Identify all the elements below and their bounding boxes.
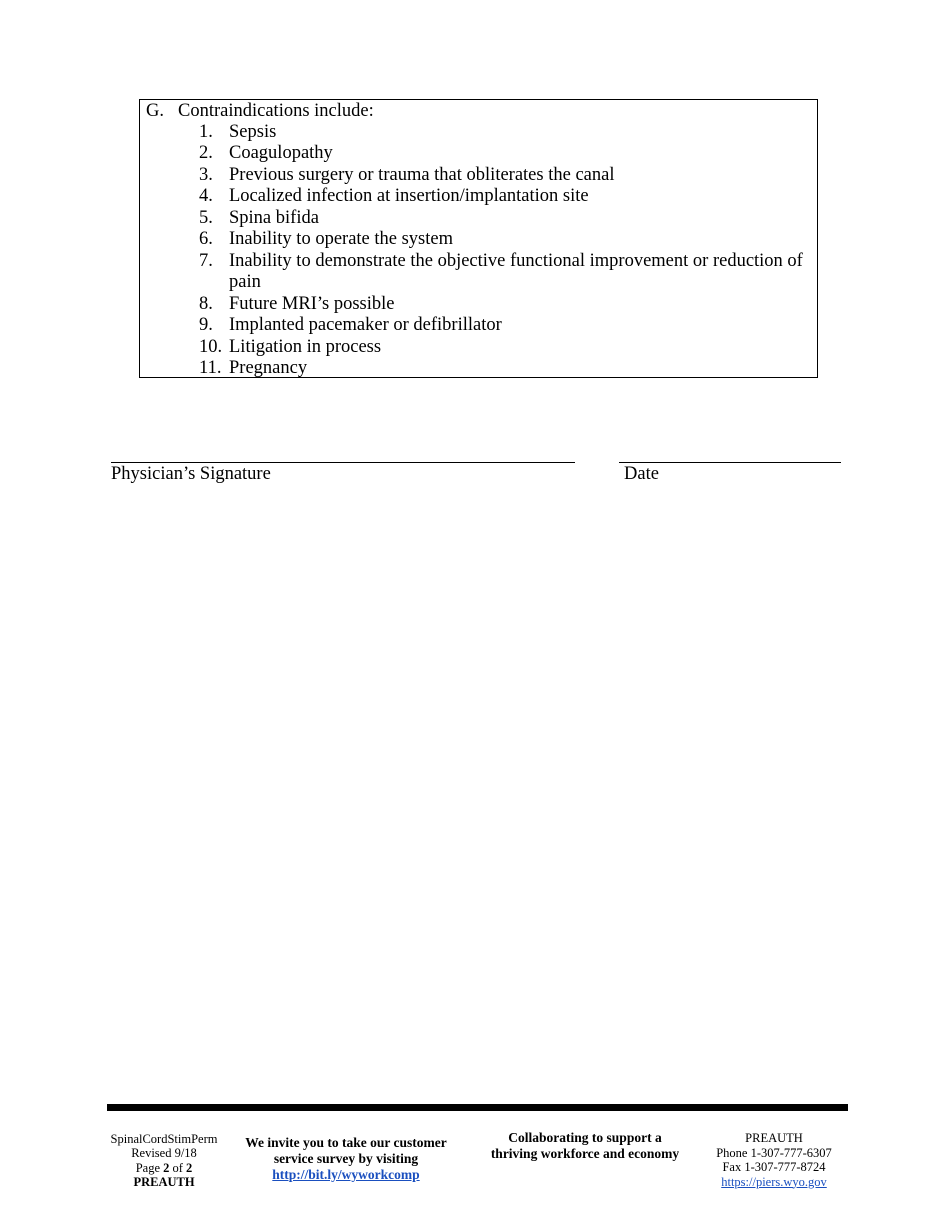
item-number: 5.: [199, 207, 213, 228]
date-label: Date: [624, 464, 659, 484]
revised-date: Revised 9/18: [131, 1146, 197, 1161]
item-text: Previous surgery or trauma that obliterates the canal: [229, 164, 615, 185]
item-text: Inability to demonstrate the objective functional improvement or reduction of pain: [229, 250, 803, 292]
list-item: [199, 186, 811, 208]
item-text: Implanted pacemaker or defibrillator: [229, 315, 502, 335]
footer-slogan: [480, 1130, 690, 1161]
survey-line-2: service survey by visiting: [273, 1151, 419, 1166]
page-number: [104, 1161, 224, 1175]
list-item: [199, 229, 811, 251]
contraindications-list: [199, 122, 811, 380]
item-number: 1.: [199, 121, 213, 142]
footer-survey: [234, 1135, 458, 1183]
survey-link[interactable]: http://bit.ly/wyworkcomp: [272, 1167, 420, 1182]
contact-fax: Fax 1-307-777-8724: [722, 1160, 826, 1174]
contact-phone: Phone 1-307-777-6307: [716, 1145, 832, 1160]
page-total: 2: [186, 1160, 193, 1175]
survey-line-1: We invite you to take our customer: [245, 1135, 447, 1150]
section-title: Contraindications include:: [178, 101, 374, 121]
list-item: [199, 122, 811, 144]
list-item: [199, 337, 811, 359]
section-heading: [146, 100, 374, 122]
slogan-line-1: Collaborating to support a: [508, 1130, 662, 1145]
footer-divider: [107, 1104, 848, 1111]
section-letter: G.: [146, 101, 164, 121]
item-number: 3.: [199, 164, 213, 185]
slogan-line-2: thriving workforce and economy: [490, 1145, 680, 1161]
footer-contact: [700, 1131, 848, 1189]
item-number: 11.: [199, 358, 222, 378]
item-text: Localized infection at insertion/implantation site: [229, 186, 589, 206]
list-item: [199, 165, 811, 187]
page-current: 2: [163, 1160, 170, 1175]
item-number: 10.: [199, 336, 223, 357]
item-text: Future MRI’s possible: [229, 293, 395, 314]
list-item: [199, 315, 811, 337]
page-of: of: [169, 1160, 187, 1175]
contraindications-box: [139, 99, 818, 378]
item-text: Litigation in process: [229, 336, 382, 357]
list-item: [199, 294, 811, 316]
list-item: [199, 251, 811, 294]
form-name: SpinalCordStimPerm: [110, 1132, 218, 1146]
item-text: Pregnancy: [229, 358, 308, 378]
item-text: Coagulopathy: [229, 143, 333, 163]
form-category: PREAUTH: [133, 1174, 195, 1189]
item-number: 8.: [199, 293, 213, 314]
list-item: [199, 143, 811, 165]
contact-department: PREAUTH: [745, 1131, 803, 1145]
item-number: 6.: [199, 229, 213, 249]
item-text: Sepsis: [229, 121, 277, 142]
item-number: 2.: [199, 143, 213, 163]
list-item: [199, 358, 811, 380]
item-number: 9.: [199, 315, 213, 335]
item-text: Inability to operate the system: [229, 229, 453, 249]
page-prefix: Page: [135, 1160, 164, 1175]
item-number: 7.: [199, 250, 213, 271]
item-text: Spina bifida: [229, 207, 319, 228]
contact-website-link[interactable]: https://piers.wyo.gov: [721, 1174, 827, 1189]
physician-signature-label: Physician’s Signature: [111, 464, 271, 484]
item-number: 4.: [199, 186, 213, 206]
list-item: [199, 208, 811, 230]
footer-form-info: [104, 1132, 224, 1189]
